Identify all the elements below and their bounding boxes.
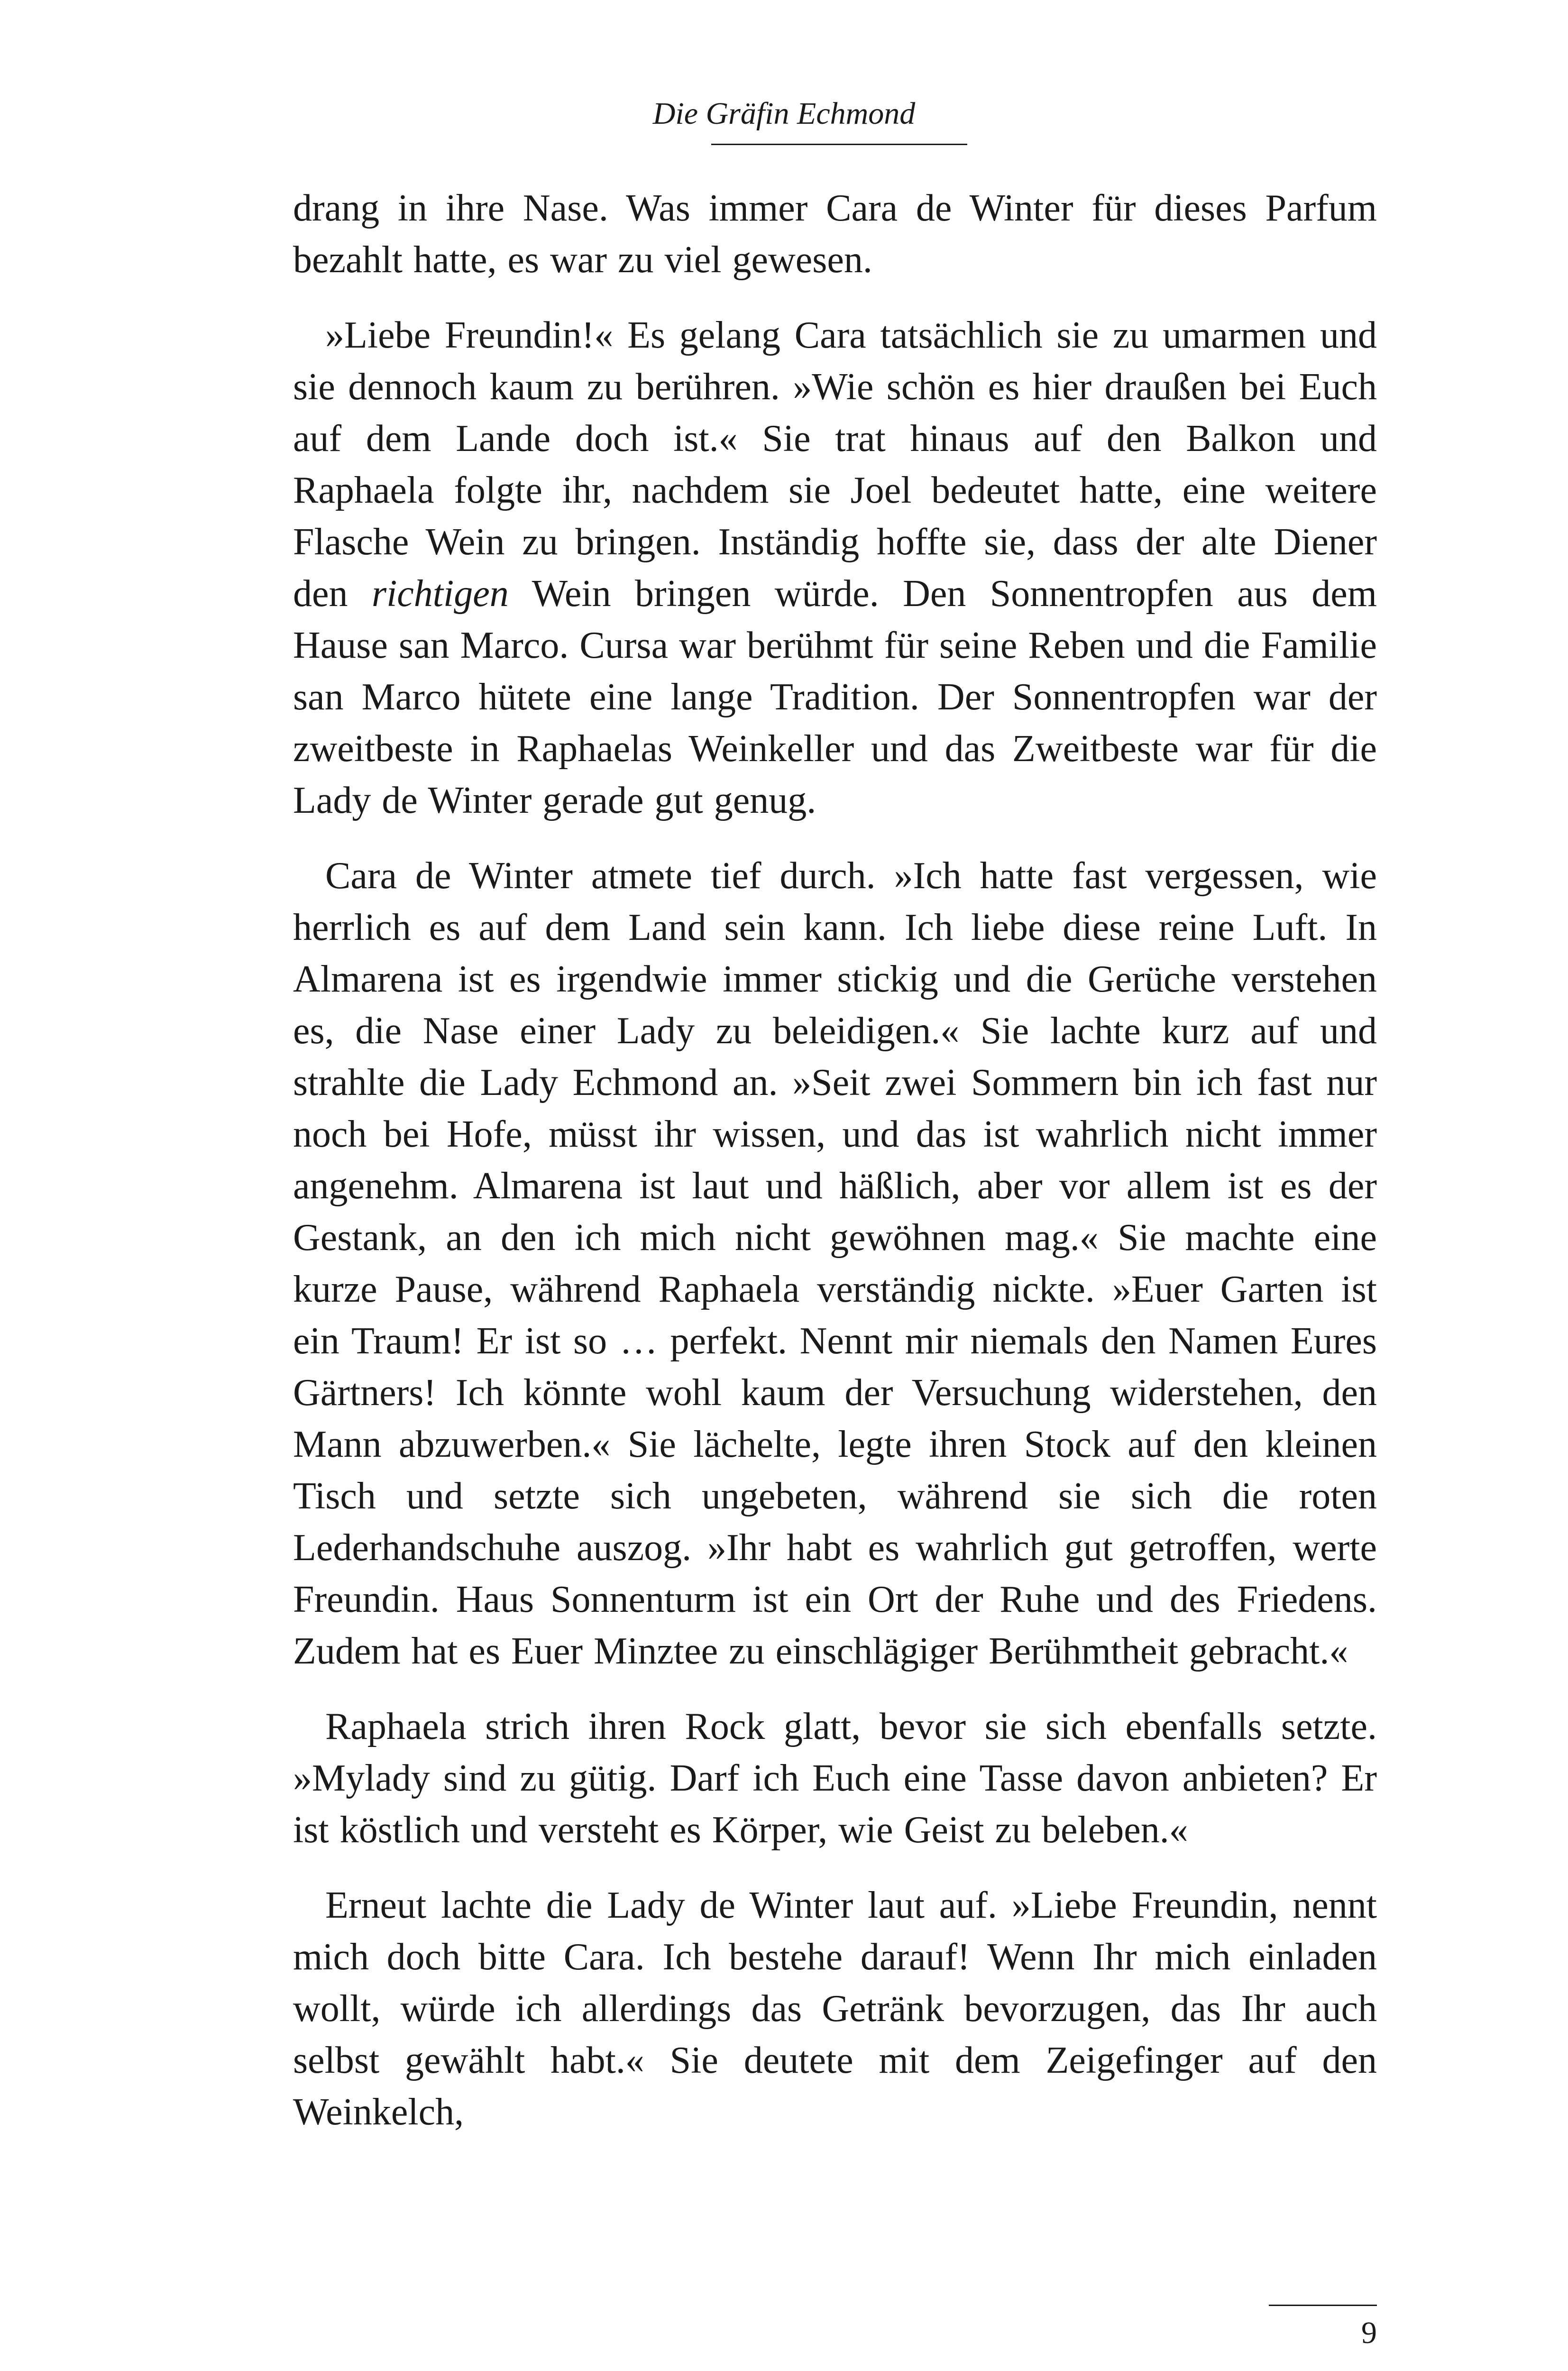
header-rule [711,144,967,145]
body-text [293,183,1377,2162]
paragraph-1: drang in ihre Nase. Was immer Cara de Winter für dieses Parfum bezahlt hatte, es war zu viel gewesen. [293,187,1377,281]
paragraph-3: Cara de Winter atmete tief durch. »Ich hatte fast vergessen, wie herrlich es auf dem Land sein kann. Ich liebe diese reine Luft. In Almarena ist es irgendwie immer stickig und die Gerüche verstehen es, die Nase einer Lady zu beleidigen.« Sie lachte kurz auf und strahlte die Lady Echmond an. »Seit zwei Sommern bin ich fast nur noch bei Hofe, müsst ihr wissen, und das ist wahrlich nicht immer angenehm. Almarena ist laut und häßlich, aber vor allem ist es der Gestank, an den ich mich nicht gewöhnen mag.« Sie machte eine kurze Pause, während Raphaela verständig nickte. »Euer Garten ist ein Traum! Er ist so … perfekt. Nennt mir niemals den Namen Eures Gärtners! Ich könnte wohl kaum der Versuchung widerstehen, den Mann abzuwerben.« Sie lächelte, legte ihren Stock auf den kleinen Tisch und setzte sich ungebeten, während sie sich die roten Lederhandschuhe auszog. »Ihr habt es wahrlich gut getroffen, werte Freundin. Haus Sonnenturm ist ein Ort der Ruhe und des Friedens. Zudem hat es Euer Minztee zu einschlägiger Berühmtheit gebracht.« [293,855,1377,1672]
paragraph-2-text-before: »Liebe Freundin!« Es gelang Cara tatsächlich sie zu umarmen und sie dennoch kaum zu berühren. »Wie schön es hier draußen bei Euch auf dem Lande doch ist.« Sie trat hinaus auf den Balkon und Raphaela folgte ihr, nachdem sie Joel bedeutet hatte, eine weitere Flasche Wein zu bringen. Inständig hoffte sie, dass der alte Diener den [293,314,1377,615]
paragraph-2-italic-word: richtigen [371,573,509,615]
paragraph-2-text-after: Wein bringen würde. Den Sonnentropfen aus dem Hause san Marco. Cursa war berühmt für seine Reben und die Familie san Marco hütete eine lange Tradition. Der Sonnentropfen war der zweitbeste in Raphaelas Weinkeller und das Zweitbeste war für die Lady de Winter gerade gut genug. [293,573,1377,821]
paragraph-2 [293,310,1377,827]
running-header-title: Die Gräfin Echmond [652,96,916,131]
paragraph-5: Erneut lachte die Lady de Winter laut auf. »Liebe Freundin, nennt mich doch bitte Cara. Ich bestehe darauf! Wenn Ihr mich einladen wollt, würde ich allerdings das Getränk bevorzugen, das Ihr auch selbst gewählt habt.« Sie deutete mit dem Zeigefinger auf den Weinkelch, [293,1884,1377,2133]
footer-rule [1269,2305,1377,2306]
page-number: 9 [1361,2316,1377,2350]
paragraph-4: Raphaela strich ihren Rock glatt, bevor sie sich ebenfalls setzte. »Mylady sind zu gütig. Darf ich Euch eine Tasse davon anbieten? Er ist köstlich und versteht es Körper, wie Geist zu beleben.« [293,1706,1377,1851]
